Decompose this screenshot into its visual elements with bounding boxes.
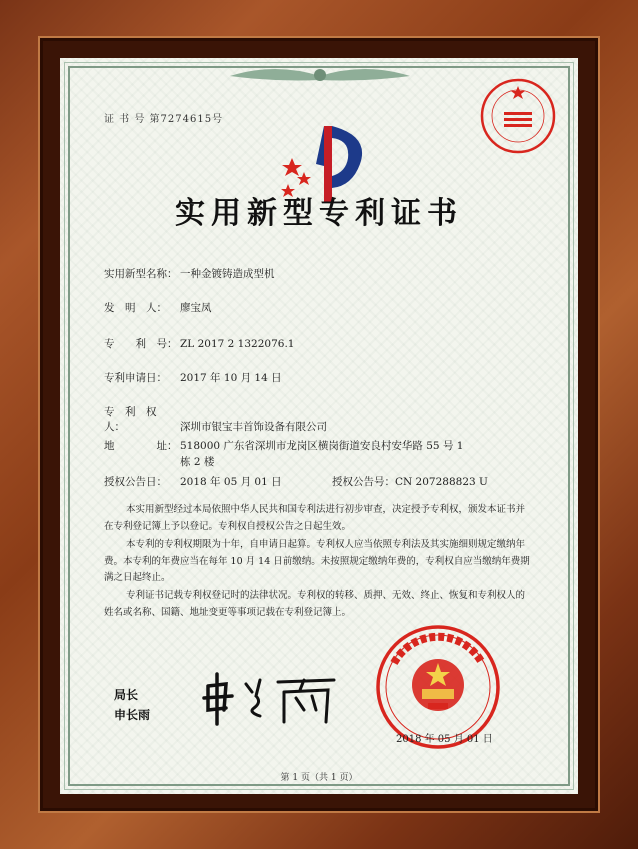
certificate-number: 证 书 号 第7274615号 xyxy=(104,114,224,125)
field-filing-date: 专利申请日： 2017 年 10 月 14 日 xyxy=(104,372,282,384)
paragraph-record: 专利证书记载专利权登记时的法律状况。专利权的转移、质押、无效、终止、恢复和专利权人的姓名或名称、国籍、地址变更等事项记载在专利登记簿上。 xyxy=(104,590,526,618)
top-ornament-icon xyxy=(230,62,410,88)
field-patentee: 专 利 权 人： 深圳市银宝丰首饰设备有限公司 xyxy=(104,406,327,433)
top-right-seal-icon xyxy=(478,76,558,156)
certificate-paper xyxy=(60,58,578,794)
signature-title: 局长 xyxy=(114,688,139,702)
paragraph-term: 本专利的专利权期限为十年，自申请日起算。专利权人应当依照专利法及其实施细则规定缴纳年费。本专利的年费应当在每年 10 月 14 日前缴纳。未按照规定缴纳年费的，专利权自应当缴纳年费期满之日起终止。 xyxy=(104,539,530,583)
signature-name: 申长雨 xyxy=(114,708,151,722)
field-patent-number: 专 利 号： ZL 2017 2 1322076.1 xyxy=(104,338,295,350)
field-announcement: 授权公告日： 2018 年 05 月 01 日 授权公告号：CN 207288823 U xyxy=(104,476,488,488)
page-number: 第 1 页（共 1 页） xyxy=(280,773,358,783)
issue-date: 2018 年 05 月 01 日 xyxy=(396,734,493,745)
field-address: 地 址： 518000 广东省深圳市龙岗区横岗街道安良村安华路 55 号 1 xyxy=(104,440,464,452)
paragraph-grant: 本实用新型经过本局依照中华人民共和国专利法进行初步审查，决定授予专利权，颁发本证书并在专利登记簿上予以登记。专利权自授权公告之日起生效。 xyxy=(104,504,526,532)
field-name: 实用新型名称： 一种金镀铸造成型机 xyxy=(104,268,275,280)
certificate-title: 实用新型专利证书 xyxy=(175,196,463,231)
field-inventor: 发 明 人： 廖宝凤 xyxy=(104,302,212,314)
field-address-line2: 栋 2 楼 xyxy=(180,456,215,468)
handwritten-signature-icon xyxy=(200,666,340,726)
